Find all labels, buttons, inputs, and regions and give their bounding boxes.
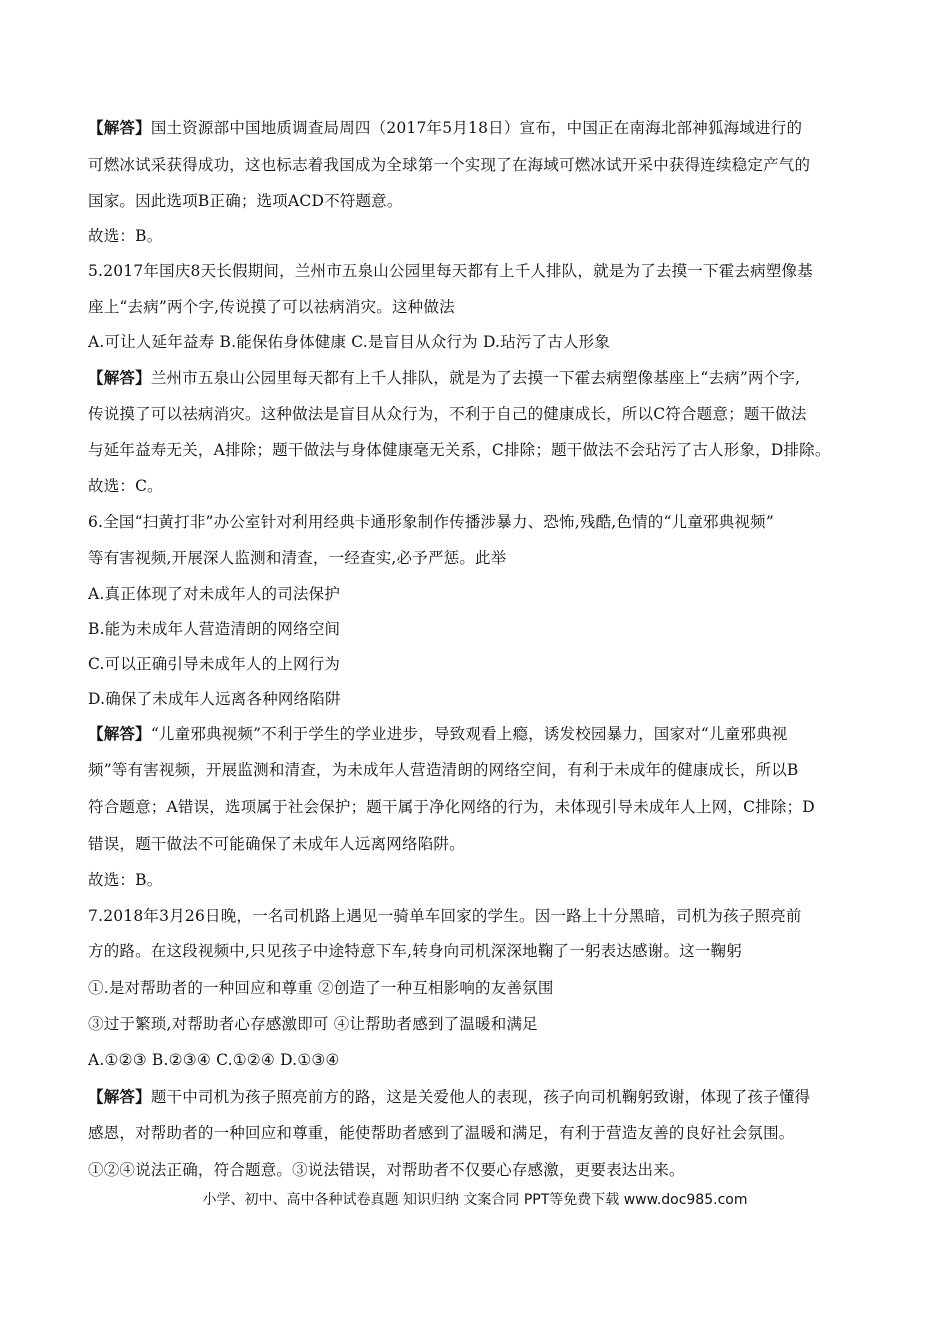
answer-tag: 【解答】 [88, 368, 151, 387]
answer-tag: 【解答】 [88, 118, 151, 137]
q4-choice: 故选：B。 [88, 227, 163, 245]
q6-answer-line-4: 错误，题干做法不可能确保了未成年人远离网络陷阱。 [88, 835, 465, 853]
answer-text: 题干中司机为孩子照亮前方的路，这是关爱他人的表现，孩子向司机鞠躬致谢，体现了孩子懂得 [150, 1088, 811, 1106]
q5-answer-line-2: 传说摸了可以祛病消灾。这种做法是盲目从众行为，不利于自己的健康成长，所以C符合题意；题干做法 [88, 405, 807, 423]
q7-answer-line-2: 感恩，对帮助者的一种回应和尊重，能使帮助者感到了温暖和满足，有利于营造友善的良好社会氛围。 [88, 1124, 795, 1142]
q5-stem-line-2: 座上“去病”两个字,传说摸了可以祛病消灾。这种做法 [88, 298, 455, 316]
q5-options: A.可让人延年益寿 B.能保佑身体健康 C.是盲目从众行为 D.玷污了古人形象 [88, 333, 611, 351]
q4-answer-line-1 [88, 118, 802, 138]
answer-tag: 【解答】 [88, 1087, 151, 1106]
q7-statements-line-1: ①.是对帮助者的一种回应和尊重 ②创造了一种互相影响的友善氛围 [88, 979, 554, 997]
q7-statements-line-2: ③过于繁琐,对帮助者心存感激即可 ④让帮助者感到了温暖和满足 [88, 1015, 538, 1033]
answer-text: 兰州市五泉山公园里每天都有上千人排队，就是为了去摸一下霍去病塑像基座上“去病”两个字, [150, 369, 801, 387]
q5-stem-line-1: 5.2017年国庆8天长假期间，兰州市五泉山公园里每天都有上千人排队，就是为了去摸一下霍去病塑像基 [88, 262, 813, 280]
q6-choice: 故选：B。 [88, 871, 163, 889]
q6-option-b: B.能为未成年人营造清朗的网络空间 [88, 620, 341, 638]
q6-stem-line-2: 等有害视频,开展深人监测和清查，一经查实,必予严惩。此举 [88, 549, 507, 567]
q7-options: A.①②③ B.②③④ C.①②④ D.①③④ [88, 1051, 340, 1069]
q6-answer-line-2: 频”等有害视频，开展监测和清查，为未成年人营造清朗的网络空间，有利于未成年的健康成长，所以B [88, 761, 799, 779]
q6-answer-line-3: 符合题意；A错误，选项属于社会保护；题干属于净化网络的行为，未体现引导未成年人上网，C排除；D [88, 798, 815, 816]
q4-answer-line-3: 国家。因此选项B正确；选项ACD不符题意。 [88, 192, 403, 210]
q6-option-c: C.可以正确引导未成年人的上网行为 [88, 655, 341, 673]
q6-answer-line-1 [88, 724, 788, 744]
q7-stem-line-1: 7.2018年3月26日晚，一名司机路上遇见一骑单车回家的学生。因一路上十分黑暗，司机为孩子照亮前 [88, 907, 802, 925]
q7-answer-line-1 [88, 1087, 810, 1107]
q5-answer-line-3: 与延年益寿无关，A排除；题干做法与身体健康毫无关系，C排除；题干做法不会玷污了古人形象，D排除。 [88, 441, 831, 459]
q6-option-a: A.真正体现了对未成年人的司法保护 [88, 585, 341, 603]
q4-answer-line-2: 可燃冰试采获得成功，这也标志着我国成为全球第一个实现了在海域可燃冰试开采中获得连续稳定产气的 [88, 156, 811, 174]
q7-answer-line-3: ①②④说法正确，符合题意。③说法错误，对帮助者不仅要心存感激，更要表达出来。 [88, 1161, 685, 1179]
answer-text: “儿童邪典视频”不利于学生的学业进步，导致观看上瘾，诱发校园暴力，国家对“儿童邪典视 [150, 725, 788, 743]
q6-option-d: D.确保了未成年人远离各种网络陷阱 [88, 690, 341, 708]
q5-answer-line-1 [88, 368, 800, 388]
q6-stem-line-1: 6.全国“扫黄打非”办公室针对利用经典卡通形象制作传播涉暴力、恐怖,残酷,色情的“儿童邪典视频” [88, 513, 774, 531]
answer-tag: 【解答】 [88, 724, 151, 743]
answer-text: 国土资源部中国地质调查局周四（2017年5月18日）宣布，中国正在南海北部神狐海域进行的 [150, 119, 803, 137]
q7-stem-line-2: 方的路。在这段视频中,只见孩子中途特意下车,转身向司机深深地鞠了一躬表达感谢。这一鞠躬 [88, 942, 742, 960]
q5-choice: 故选：C。 [88, 477, 163, 495]
page-footer: 小学、初中、高中各种试卷真题 知识归纳 文案合同 PPT等免费下载 www.doc985.com [202, 1192, 748, 1208]
